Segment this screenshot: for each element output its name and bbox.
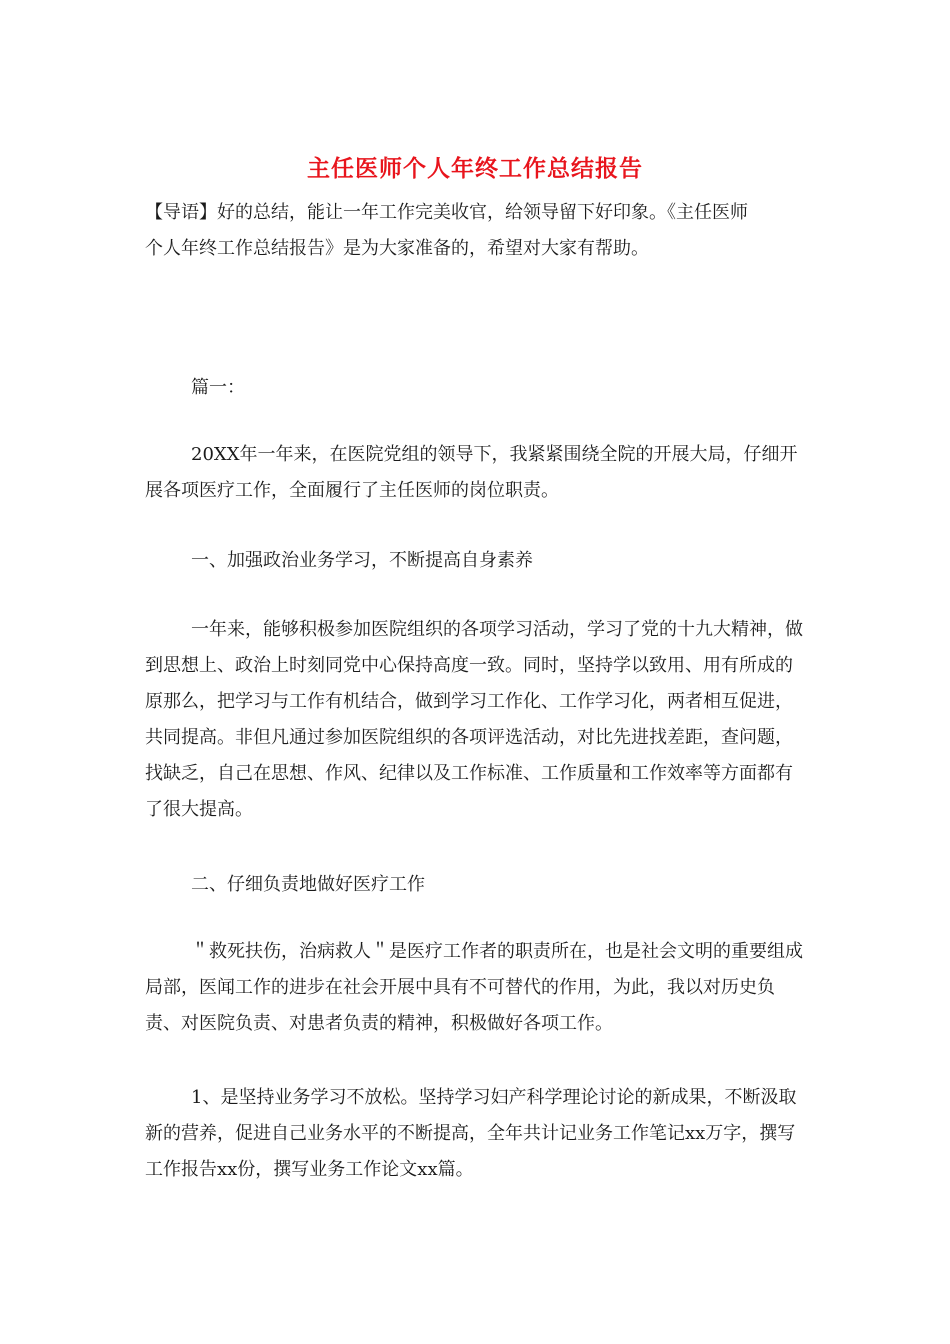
body-paragraph: 1、是坚持业务学习不放松。坚持学习妇产科学理论讨论的新成果，不断汲取新的营养，促进自己业务水平的不断提高，全年共计记业务工作笔记xx万字，撰写工作报告xx份，撰写业务工作论文xx篇。 xyxy=(145,1087,797,1180)
section-heading: 二、仔细负责地做好医疗工作 xyxy=(191,874,425,895)
section-heading: 一、加强政治业务学习，不断提高自身素养 xyxy=(191,550,533,571)
intro-line: 【导语】好的总结，能让一年工作完美收官，给领导留下好印象。《主任医师 xyxy=(145,202,748,223)
section-label: 篇一： xyxy=(191,377,245,398)
body-paragraph: ＂救死扶伤，治病救人＂是医疗工作者的职责所在，也是社会文明的重要组成局部，医闻工作的进步在社会开展中具有不可替代的作用，为此，我以对历史负责、对医院负责、对患者负责的精神，积极做好各项工作。 xyxy=(145,941,803,1034)
body-paragraph: 20XX年一年来，在医院党组的领导下，我紧紧围绕全院的开展大局，仔细开展各项医疗工作，全面履行了主任医师的岗位职责。 xyxy=(145,444,798,501)
intro-paragraph xyxy=(145,195,810,267)
intro-line: 个人年终工作总结报告》是为大家准备的，希望对大家有帮助。 xyxy=(145,238,649,259)
body-paragraph: 一年来，能够积极参加医院组织的各项学习活动，学习了党的十九大精神，做到思想上、政治上时刻同党中心保持高度一致。同时，坚持学以致用、用有所成的原那么，把学习与工作有机结合，做到学习工作化、工作学习化，两者相互促进，共同提高。非但凡通过参加医院组织的各项评选活动，对比先进找差距，查问题，找缺乏，自己在思想、作风、纪律以及工作标准、工作质量和工作效率等方面都有了很大提高。 xyxy=(145,619,803,820)
document-title: 主任医师个人年终工作总结报告 xyxy=(307,156,643,182)
